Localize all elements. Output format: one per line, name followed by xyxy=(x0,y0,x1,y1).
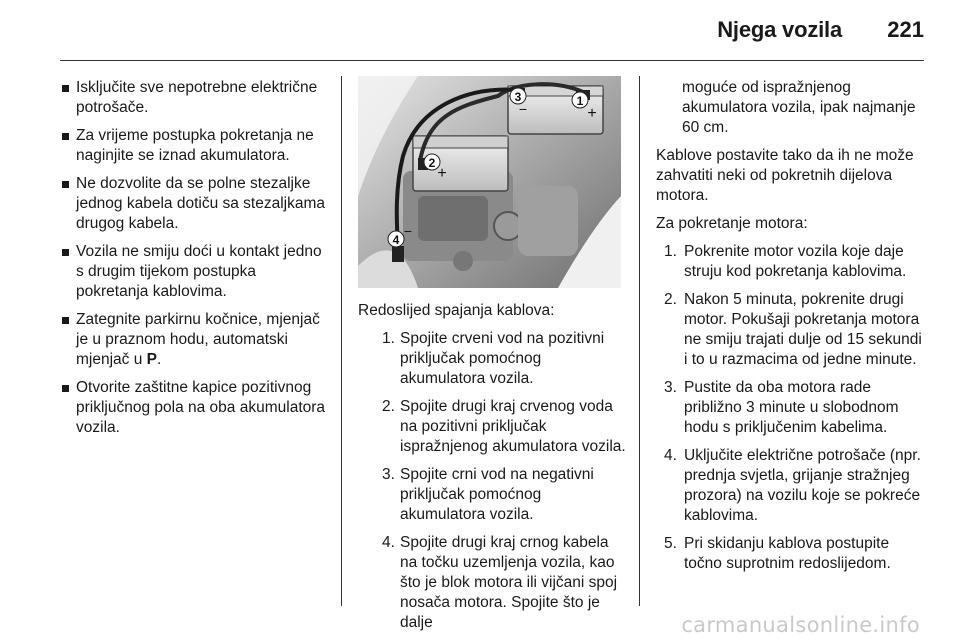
watermark: carmanualsonline.info xyxy=(681,613,920,637)
page-title: Njega vozila xyxy=(717,17,842,42)
header-rule xyxy=(60,60,924,61)
middle-column xyxy=(358,301,630,641)
engine-bay-illustration xyxy=(358,76,621,288)
bullet-square-icon xyxy=(62,181,69,188)
bullet-item: Isključite sve nepotrebne električne potrošače. xyxy=(60,78,332,118)
engine-start-intro: Za pokretanje motora: xyxy=(656,215,808,232)
connection-step: 3. Spojite crni vod na negativni priključak pomoćnog akumulatora vozila. xyxy=(382,466,594,523)
battery-jumpstart-figure xyxy=(358,76,621,288)
bullet-item: Otvorite zaštitne kapice pozitivnog priključnog pola na oba akumulatora vozila. xyxy=(60,378,332,438)
right-column xyxy=(656,78,924,582)
svg-text:+: + xyxy=(437,165,447,182)
svg-text:2: 2 xyxy=(428,156,436,170)
svg-text:3: 3 xyxy=(514,90,522,104)
bullet-square-icon xyxy=(62,317,69,324)
connection-step: 2. Spojite drugi kraj crvenog voda na pozitivni priključak ispražnjenog akumulatora vozila. xyxy=(382,398,626,455)
start-step: 5. Pri skidanju kablova postupite točno suprotnim redoslijedom. xyxy=(664,535,891,572)
bullet-item: Ne dozvolite da se polne stezaljke jednog kabela dotiču sa stezaljkama drugog kabela. xyxy=(60,174,332,234)
column-divider-left xyxy=(341,76,342,606)
start-step: 2. Nakon 5 minuta, pokrenite drugi motor. Pokušaji pokretanja motora ne smiju trajati dulje od 15 sekundi i to u razmacima od jedne minute. xyxy=(664,291,922,368)
bullet-square-icon xyxy=(62,249,69,256)
connection-step: 1. Spojite crveni vod na pozitivni priključak pomoćnog akumulatora vozila. xyxy=(382,330,605,387)
cable-placement-paragraph: Kablove postavite tako da ih ne može zahvatiti neki od pokretnih dijelova motora. xyxy=(656,147,914,204)
bullet-square-icon xyxy=(62,385,69,392)
bullet-square-icon xyxy=(62,133,69,140)
connection-order-intro: Redoslijed spajanja kablova: xyxy=(358,302,555,319)
page-number: 221 xyxy=(887,17,924,42)
bullet-item: Vozila ne smiju doći u kontakt jedno s drugim tijekom postupka pokretanja kablovima. xyxy=(60,242,332,302)
continued-text: moguće od ispražnjenog akumulatora vozila, ipak najmanje 60 cm. xyxy=(682,79,916,136)
svg-text:−: − xyxy=(403,223,413,239)
svg-text:1: 1 xyxy=(576,94,584,108)
left-column xyxy=(60,78,332,446)
bullet-item: Za vrijeme postupka pokretanja ne naginjite se iznad akumulatora. xyxy=(60,126,332,166)
column-divider-right xyxy=(639,76,640,606)
svg-text:4: 4 xyxy=(392,233,400,247)
svg-text:+: + xyxy=(587,105,597,122)
start-step: 3. Pustite da oba motora rade približno 3 minute u slobodnom hodu s priključenim kabelima. xyxy=(664,379,899,436)
bullet-item: Zategnite parkirnu kočnice, mjenjač je u praznom hodu, automatski mjenjač u P. xyxy=(60,310,332,370)
start-step: 4. Uključite električne potrošače (npr. prednja svjetla, grijanje stražnjeg prozora) na vozilu koje se pokreće kablovima. xyxy=(664,447,921,524)
svg-text:−: − xyxy=(518,101,528,117)
bullet-square-icon xyxy=(62,85,69,92)
start-step: 1. Pokrenite motor vozila koje daje struju kod pokretanja kablovima. xyxy=(664,243,907,280)
gear-position-p: P xyxy=(146,351,157,368)
connection-step: 4. Spojite drugi kraj crnog kabela na točku uzemljenja vozila, kao što je blok motora ili vijčani spoj nosača motora. Spojite što je dalje xyxy=(382,534,618,631)
